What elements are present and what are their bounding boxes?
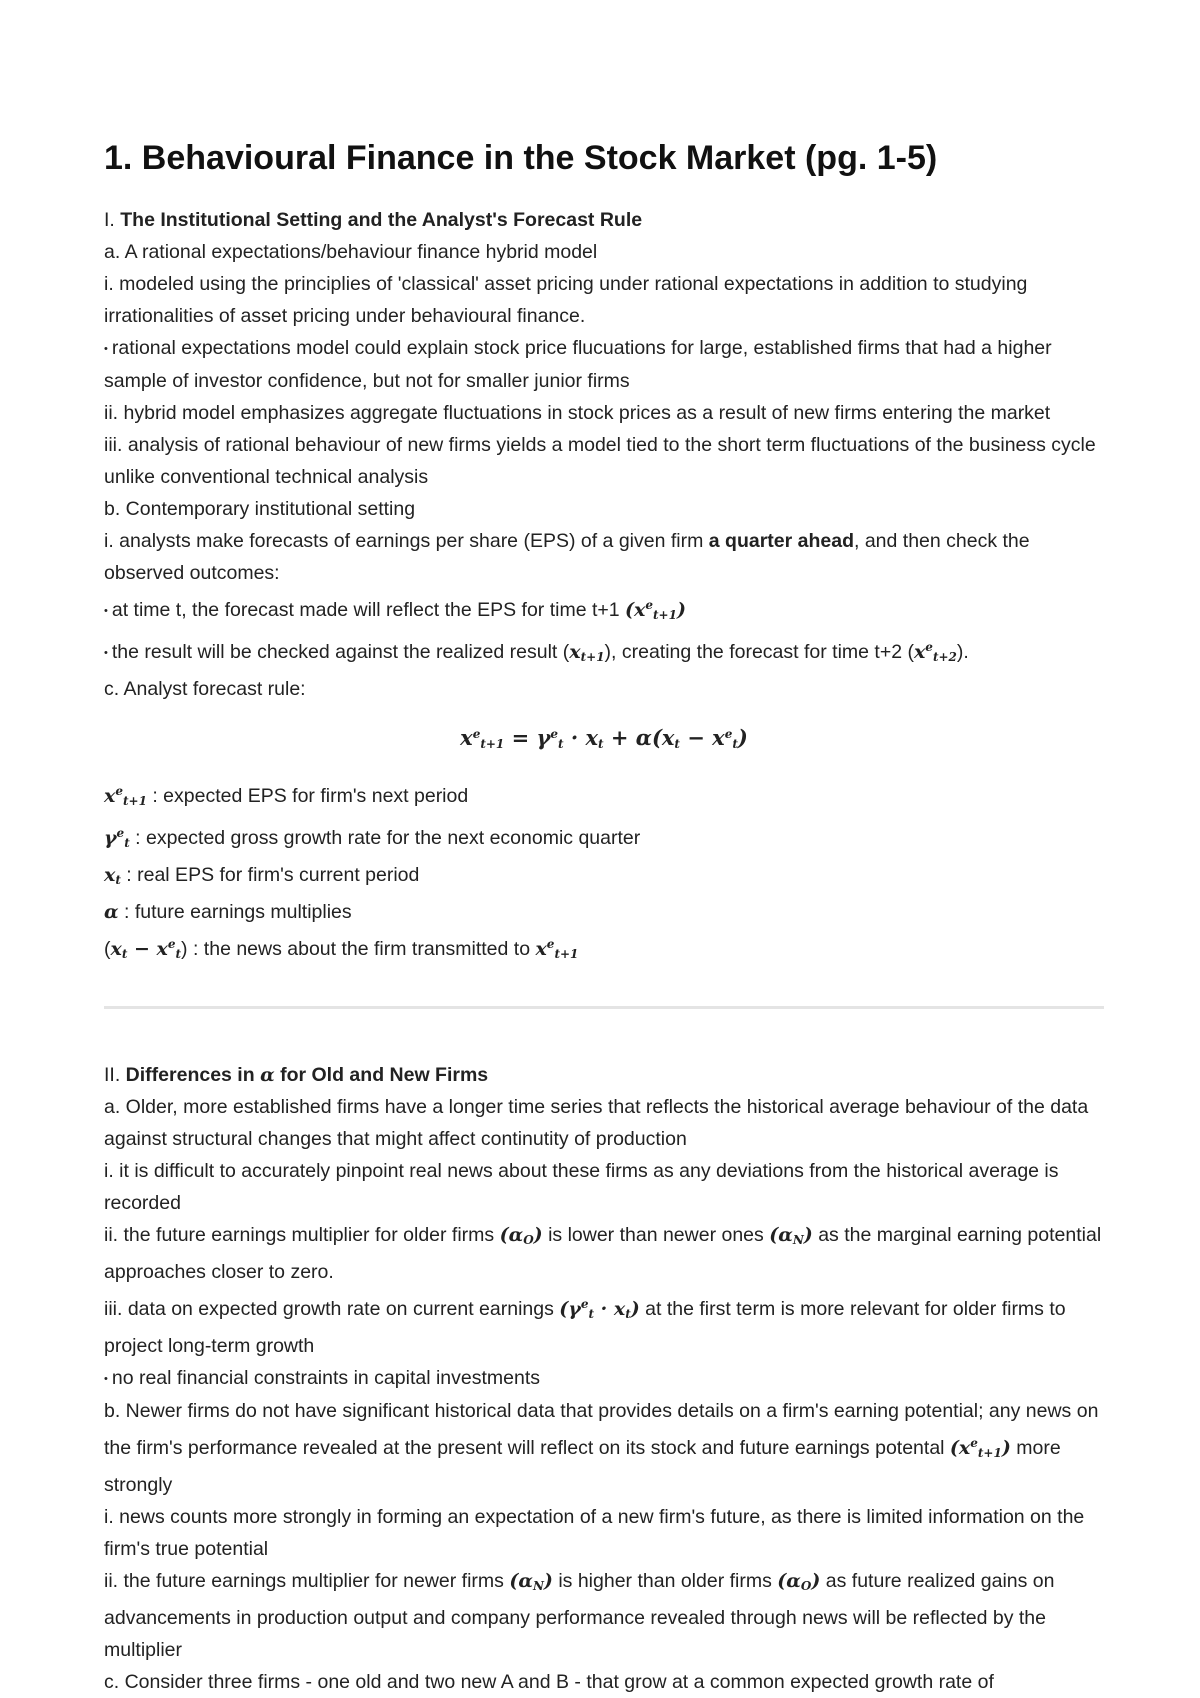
item-a: a. Older, more established firms have a longer time series that reflects the historical average behaviour of the data against structural changes that might affect continutity of production: [104, 1096, 1089, 1150]
formula-inline: $(x^e_{t+1})$: [625, 598, 686, 622]
item-b: b. Contemporary institutional setting: [104, 498, 416, 520]
definition: $(x_t - x^e_t)$ : the news about the firm transmitted to $x^e_{t+1}$: [104, 937, 579, 961]
bullet: • no real financial constraints in capital investments: [104, 1367, 540, 1389]
definition: $x^e_{t+1}$ : expected EPS for firm's next period: [104, 784, 469, 808]
item-b: b. Newer firms do not have significant historical data that provides details on a firm's earning potential; any news on the firm's performance revealed at the present will reflect on its stock and future earnings potental $(x^e_{t+1})$ more strongly: [104, 1400, 1099, 1496]
item-c: c. Analyst forecast rule:: [104, 678, 306, 700]
item-b-i: i. analysts make forecasts of earnings per share (EPS) of a given firm a quarter ahead, and then check the observed outcomes:: [104, 530, 1030, 584]
definition: α : future earnings multiplies: [104, 901, 352, 923]
definition: $\gamma^e_t$ : expected gross growth rate for the next economic quarter: [104, 826, 641, 850]
analyst-forecast-formula: $x^e_{t+1} = \gamma^e_t \cdot x_t + \alpha(x_t - x^e_t)$: [460, 725, 748, 751]
item-b-i: i. news counts more strongly in forming an expectation of a new firm's future, as there is limited information on the firm's true potential: [104, 1506, 1085, 1560]
formula-inline: $x^e_{t+2}$: [913, 640, 957, 664]
document-page: [104, 118, 1104, 1698]
section-1-heading: I. The Institutional Setting and the Analyst's Forecast Rule: [104, 209, 643, 231]
definition: $x_t$ : real EPS for firm's current period: [104, 864, 420, 887]
formula-inline: $x_{t+1}$: [569, 641, 605, 664]
item-c: c. Consider three firms - one old and two new A and B - that grow at a common expected growth rate of: [104, 1671, 994, 1693]
item-a-i: i. it is difficult to accurately pinpoint real news about these firms as any deviations from the historical average is recorded: [104, 1160, 1059, 1214]
section-divider: [104, 1006, 1104, 1009]
bullet: • the result will be checked against the realized result $(x_{t+1})$, creating the forecast for time t+2 $(x^e_{t+2})$.: [104, 640, 969, 664]
item-a-i: i. modeled using the principlies of 'classical' asset pricing under rational expectations in addition to studying irrationalities of asset pricing under behavioural finance.: [104, 273, 1028, 327]
section-2-heading: II. Differences in α for Old and New Firms: [104, 1064, 489, 1086]
item-b-ii: ii. the future earnings multiplier for newer firms $(\alpha_N)$ is higher than older firms $(\alpha_O)$ as future realized gains on advancements in production output and company performance revealed through news will be reflected by the multiplier: [104, 1570, 1055, 1661]
item-a-ii: ii. hybrid model emphasizes aggregate fluctuations in stock prices as a result of new firms entering the market: [104, 402, 1051, 424]
item-a-iii: iii. analysis of rational behaviour of new firms yields a model tied to the short term fluctuations of the business cycle unlike conventional technical analysis: [104, 434, 1096, 488]
item-a-ii: ii. the future earnings multiplier for older firms $(\alpha_O)$ is lower than newer ones $(\alpha_N)$ as the marginal earning potential approaches closer to zero.: [104, 1224, 1102, 1283]
bullet: • at time t, the forecast made will reflect the EPS for time t+1 $(x^e_{t+1})$: [104, 598, 686, 622]
item-a: a. A rational expectations/behaviour finance hybrid model: [104, 241, 598, 263]
item-a-iii: iii. data on expected growth rate on current earnings $(\gamma^e_t \cdot x_t)$ at the first term is more relevant for older firms to project long-term growth: [104, 1297, 1066, 1357]
page-title: 1. Behavioural Finance in the Stock Market (pg. 1-5): [104, 139, 938, 177]
bullet: • rational expectations model could explain stock price flucuations for large, established firms that had a higher sample of investor confidence, but not for smaller junior firms: [104, 337, 1052, 392]
